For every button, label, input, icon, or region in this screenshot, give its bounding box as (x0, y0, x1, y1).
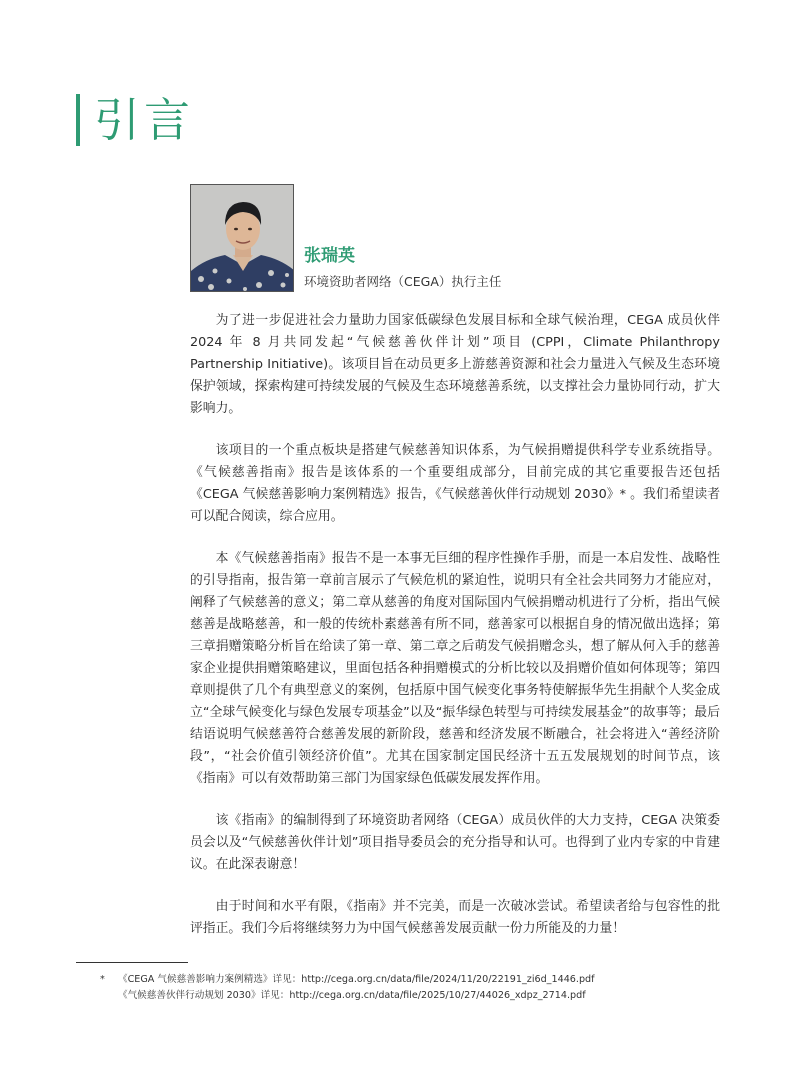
paragraph-4: 该《指南》的编制得到了环境资助者网络（CEGA）成员伙伴的大力支持，CEGA 决策委员会以及“气候慈善伙伴计划”项目指导委员会的充分指导和认可。也得到了业内专家的中肯建议。在此深表谢意！ (190, 813, 720, 872)
paragraph-1: 为了进一步促进社会力量助力国家低碳绿色发展目标和全球气候治理，CEGA 成员伙伴 2024 年 8 月共同发起“气候慈善伙伴计划”项目 (CPPI，Climate Philanthropy Partnership Initiative)。该项目旨在动员更多上游慈善资源和社会力量进入气候及生态环境保护领域，探索构建可持续发展的气候及生态环境慈善系统，以支撑社会力量协同行动，扩大影响力。 (190, 313, 720, 416)
paragraph-3: 本《气候慈善指南》报告不是一本事无巨细的程序性操作手册，而是一本启发性、战略性的引导指南，报告第一章前言展示了气候危机的紧迫性，说明只有全社会共同努力才能应对，阐释了气候慈善的意义；第二章从慈善的角度对国际国内气候捐赠动机进行了分析，指出气候慈善是战略慈善，和一般的传统朴素慈善有所不同，慈善家可以根据自身的情况做出选择；第三章捐赠策略分析旨在给读了第一章、第二章之后萌发气候捐赠念头，想了解从何入手的慈善家企业提供捐赠策略建议，里面包括各种捐赠模式的分析比较以及捐赠价值如何体现等；第四章则提供了几个有典型意义的案例，包括原中国气候变化事务特使解振华先生捐献个人奖金成立“全球气候变化与绿色发展专项基金”以及“振华绿色转型与可持续发展基金”的故事等；最后结语说明气候慈善符合慈善发展的新阶段，慈善和经济发展不断融合，社会将进入“善经济阶段”，“社会价值引领经济价值”。尤其在国家制定国民经济十五五发展规划的时间节点，该《指南》可以有效帮助第三部门为国家绿色低碳发展发挥作用。 (190, 551, 720, 786)
intro-body (190, 310, 720, 960)
section-heading (76, 92, 194, 148)
page-title: 引言 (94, 93, 194, 147)
footnote-link-case-studies: 《CEGA 气候慈善影响力案例精选》详见：http://cega.org.cn/data/file/2024/11/20/22191_zi6d_1446.pdf (118, 974, 595, 985)
footnote (100, 972, 595, 1004)
author-portrait (190, 184, 294, 292)
footnote-link-action-plan: 《气候慈善伙伴行动规划 2030》详见：http://cega.org.cn/data/file/2025/10/27/44026_xdpz_2714.pdf (118, 990, 586, 1001)
paragraph-2: 该项目的一个重点板块是搭建气候慈善知识体系，为气候捐赠提供科学专业系统指导。《气候慈善指南》报告是该体系的一个重要组成部分，目前完成的其它重要报告还包括《CEGA 气候慈善影响力案例精选》报告，《气候慈善伙伴行动规划 2030》* 。我们希望读者可以配合阅读，综合应用。 (190, 443, 720, 524)
author-role: 环境资助者网络（CEGA）执行主任 (304, 274, 502, 289)
author-name: 张瑞英 (304, 246, 355, 266)
footnote-line-1 (100, 972, 595, 988)
footnote-line-2 (100, 988, 595, 1004)
footnote-mark: * (100, 974, 105, 985)
heading-accent-bar (76, 94, 80, 146)
footnote-divider (76, 962, 188, 963)
paragraph-5: 由于时间和水平有限，《指南》并不完美，而是一次破冰尝试。希望读者给与包容性的批评指正。我们今后将继续努力为中国气候慈善发展贡献一份力所能及的力量！ (190, 899, 720, 936)
